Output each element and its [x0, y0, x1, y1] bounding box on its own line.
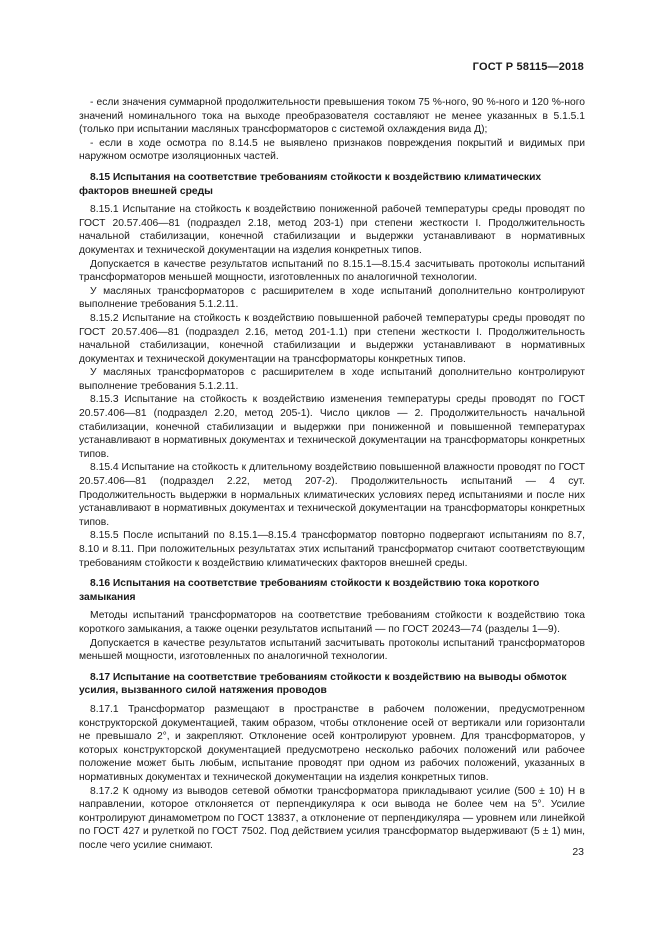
paragraph: - если в ходе осмотра по 8.14.5 не выявлено признаков повреждения покрытий и видимых при наружном осмотре изоляционных частей.	[79, 137, 585, 163]
paragraph: 8.17.2 К одному из выводов сетевой обмотки трансформатора прикладывают усилие (500 ± 10) Н в направлении, которое отклоняется от перпендикуляра к оси вывода не более чем на 5°. Усилие контролируют динамометром по ГОСТ 13837, а отклонение от перпендикуляра — уровнем или линейкой по ГОСТ 427 и рулеткой по ГОСТ 7502. Под действием усилия трансформатор выдерживают (5 ± 1) мин, после чего усилие снимают.	[79, 785, 585, 851]
paragraph: У масляных трансформаторов с расширителем в ходе испытаний дополнительно контролируют выполнение требования 5.1.2.11.	[79, 367, 585, 392]
paragraph: 8.17.1 Трансформатор размещают в пространстве в рабочем положении, предусмотренном конструкторской документацией, таким образом, чтобы отклонение осей от вертикали или горизонтали не превышало 2°, и закрепляют. Отклонение осей контролируют уровнем. Для трансформаторов, у которых конструкторской документацией предусмотрено несколько рабочих положений или рабочее положение может быть любым, испытание проводят при одном из рабочих положений, указанных в нормативных документах и технической документации на изделия конкретных типов.	[79, 703, 585, 783]
paragraph: У масляных трансформаторов с расширителем в ходе испытаний дополнительно контролируют выполнение требования 5.1.2.11.	[79, 285, 585, 311]
paragraph: 8.15.3 Испытание на стойкость к воздействию изменения температуры среды проводят по ГОСТ 20.57.406—81 (подраздел 2.20, метод 205-1). Число циклов — 2. Продолжительность начальной стабилизации, конечной стабилизации и выдержки при пониженной и повышенной температурах устанавливают в нормативных документах и технической документации на трансформаторы конкретных типов.	[79, 394, 585, 460]
section-heading: 8.15 Испытания на соответствие требованиям стойкости к воздействию климатических факторов внешней среды	[79, 171, 542, 197]
paragraph: 8.15.5 После испытаний по 8.15.1—8.15.4 трансформатор повторно подвергают испытаниям по 8.7, 8.10 и 8.11. При положительных результатах этих испытаний трансформатор считают соответствующим требованиям стойкости к воздействию климатических факторов внешней среды.	[79, 530, 585, 569]
paragraph: 8.15.4 Испытание на стойкость к длительному воздействию повышенной влажности проводят по ГОСТ 20.57.406—81 (подраздел 2.22, метод 207-2). Продолжительность испытаний — 4 сут. Продолжительность выдержки в нормальных климатических условиях перед испытаниями и после них устанавливают в нормативных документах и технической документации на трансформаторы конкретных типов.	[79, 462, 585, 528]
paragraph: Методы испытаний трансформаторов на соответствие требованиям стойкости к воздействию тока короткого замыкания, а также оценки результатов испытаний — по ГОСТ 20243—74 (разделы 1—9).	[79, 610, 585, 635]
paragraph: - если значения суммарной продолжительности превышения током 75 %-ного, 90 %-ного и 120 %-ного значений номинального тока на выходе преобразователя составляют не менее указанных в 5.1.5.1 (только при испытании масляных трансформаторов с системой охлаждения вида Д);	[79, 97, 585, 136]
section-heading: 8.17 Испытание на соответствие требованиям стойкости к воздействию на выводы обмоток усилия, вызванного силой натяжения проводов	[79, 671, 567, 697]
document-code: ГОСТ Р 58115—2018	[472, 61, 584, 73]
page-content	[79, 96, 585, 852]
paragraph: Допускается в качестве результатов испытаний засчитывать протоколы испытаний трансформаторов меньшей мощности, изготовленных по аналогичной технологии.	[79, 637, 585, 663]
page-number: 23	[572, 846, 584, 858]
section-heading: 8.16 Испытания на соответствие требованиям стойкости к воздействию тока короткого замыкания	[79, 578, 540, 603]
paragraph: Допускается в качестве результатов испытаний по 8.15.1—8.15.4 засчитывать протоколы испытаний трансформаторов меньшей мощности, изготовленных по аналогичной технологии.	[79, 258, 585, 284]
paragraph: 8.15.2 Испытание на стойкость к воздействию повышенной рабочей температуры среды проводят по ГОСТ 20.57.406—81 (подраздел 2.16, метод 201-1.1) при степени жесткости I. Продолжительность начальной стабилизации, конечной стабилизации и выдержки устанавливают в нормативных документах и технической документации на трансформаторы конкретных типов.	[79, 312, 585, 365]
paragraph: 8.15.1 Испытание на стойкость к воздействию пониженной рабочей температуры среды проводят по ГОСТ 20.57.406—81 (подраздел 2.18, метод 203-1) при степени жесткости I. Продолжительность начальной стабилизации, конечной стабилизации и выдержки устанавливают в нормативных документах и технической документации на изделия конкретных типов.	[79, 204, 585, 256]
